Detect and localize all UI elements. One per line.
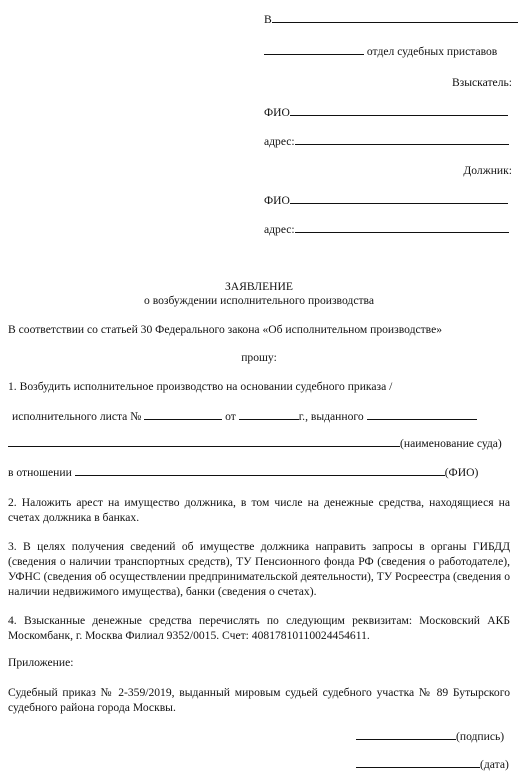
regarding-label: в отношении xyxy=(8,466,72,479)
claimant-fio-blank[interactable] xyxy=(290,105,508,116)
debtor-address-label: адрес: xyxy=(264,223,295,236)
writ-from-label: от xyxy=(225,410,236,423)
debtor-heading: Должник: xyxy=(463,164,512,177)
item4-text: 4. Взысканные денежные средства перечислять по следующим реквизитам: Московский АКБ Москомбанк, г. Москва Филиал 9352/0015. Счет: 40817810110024454611. xyxy=(8,614,510,642)
recipient-prefix: В xyxy=(264,13,272,26)
date-label: (дата) xyxy=(480,758,509,771)
item3-text: 3. В целях получения сведений об имуществе должника направить запросы в органы ГИБДД (сведения о наличии транспортных средств), ТУ Пенсионного фонда РФ (сведения о работодателе), УФНС (сведения об осуществлении предпринимательской деятельности), ТУ Росреестра (сведения о наличии недвижимого имущества), банки (сведения о счетах). xyxy=(8,540,510,598)
claimant-address-line xyxy=(264,134,509,148)
signature-blank[interactable] xyxy=(356,729,456,740)
signature-line xyxy=(356,729,504,743)
recipient-line xyxy=(264,12,518,26)
writ-number-label: исполнительного листа № xyxy=(12,410,142,423)
department-label: отдел судебных приставов xyxy=(366,45,498,58)
debtor-fio-line xyxy=(264,193,508,207)
document-title: ЗАЯВЛЕНИЕ xyxy=(225,280,293,293)
document-subtitle: о возбуждении исполнительного производства xyxy=(144,294,374,307)
regarding-line xyxy=(8,465,478,479)
date-line xyxy=(356,757,509,771)
debtor-address-line xyxy=(264,222,509,236)
intro-text: В соответствии со статьей 30 Федерального закона «Об исполнительном производстве» xyxy=(8,323,443,336)
claimant-address-label: адрес: xyxy=(264,135,295,148)
claimant-fio-label: ФИО xyxy=(264,106,290,119)
debtor-fio-label: ФИО xyxy=(264,194,290,207)
writ-number-blank[interactable] xyxy=(144,409,222,420)
debtor-address-blank[interactable] xyxy=(295,222,509,233)
attachment-text: Судебный приказ № 2-359/2019, выданный мировым судьей судебного участка № 89 Бутырского судебного района города Москвы. xyxy=(8,686,510,714)
item1-line2 xyxy=(12,409,477,423)
claimant-fio-line xyxy=(264,105,508,119)
regarding-fio-blank[interactable] xyxy=(75,465,445,476)
item2-text: 2. Наложить арест на имущество должника, в том числе на денежные средства, находящиеся на счетах должника в банках. xyxy=(8,496,510,524)
department-blank[interactable] xyxy=(264,44,364,55)
claimant-address-blank[interactable] xyxy=(295,134,509,145)
attachment-heading: Приложение: xyxy=(8,656,74,669)
request-word: прошу: xyxy=(241,351,277,364)
writ-issuer-blank[interactable] xyxy=(367,409,477,420)
date-blank[interactable] xyxy=(356,757,480,768)
item1-line1: 1. Возбудить исполнительное производство на основании судебного приказа / xyxy=(8,380,393,393)
department-line xyxy=(264,44,497,58)
writ-issued-label: г., выданного xyxy=(298,410,364,423)
signature-label: (подпись) xyxy=(456,730,505,743)
debtor-fio-blank[interactable] xyxy=(290,193,508,204)
court-name-label: (наименование суда) xyxy=(400,437,502,450)
court-name-blank[interactable] xyxy=(8,436,400,447)
claimant-heading: Взыскатель: xyxy=(451,76,512,89)
writ-date-blank[interactable] xyxy=(239,409,299,420)
court-line xyxy=(8,436,502,450)
recipient-blank[interactable] xyxy=(272,12,518,23)
regarding-fio-label: (ФИО) xyxy=(444,466,479,479)
